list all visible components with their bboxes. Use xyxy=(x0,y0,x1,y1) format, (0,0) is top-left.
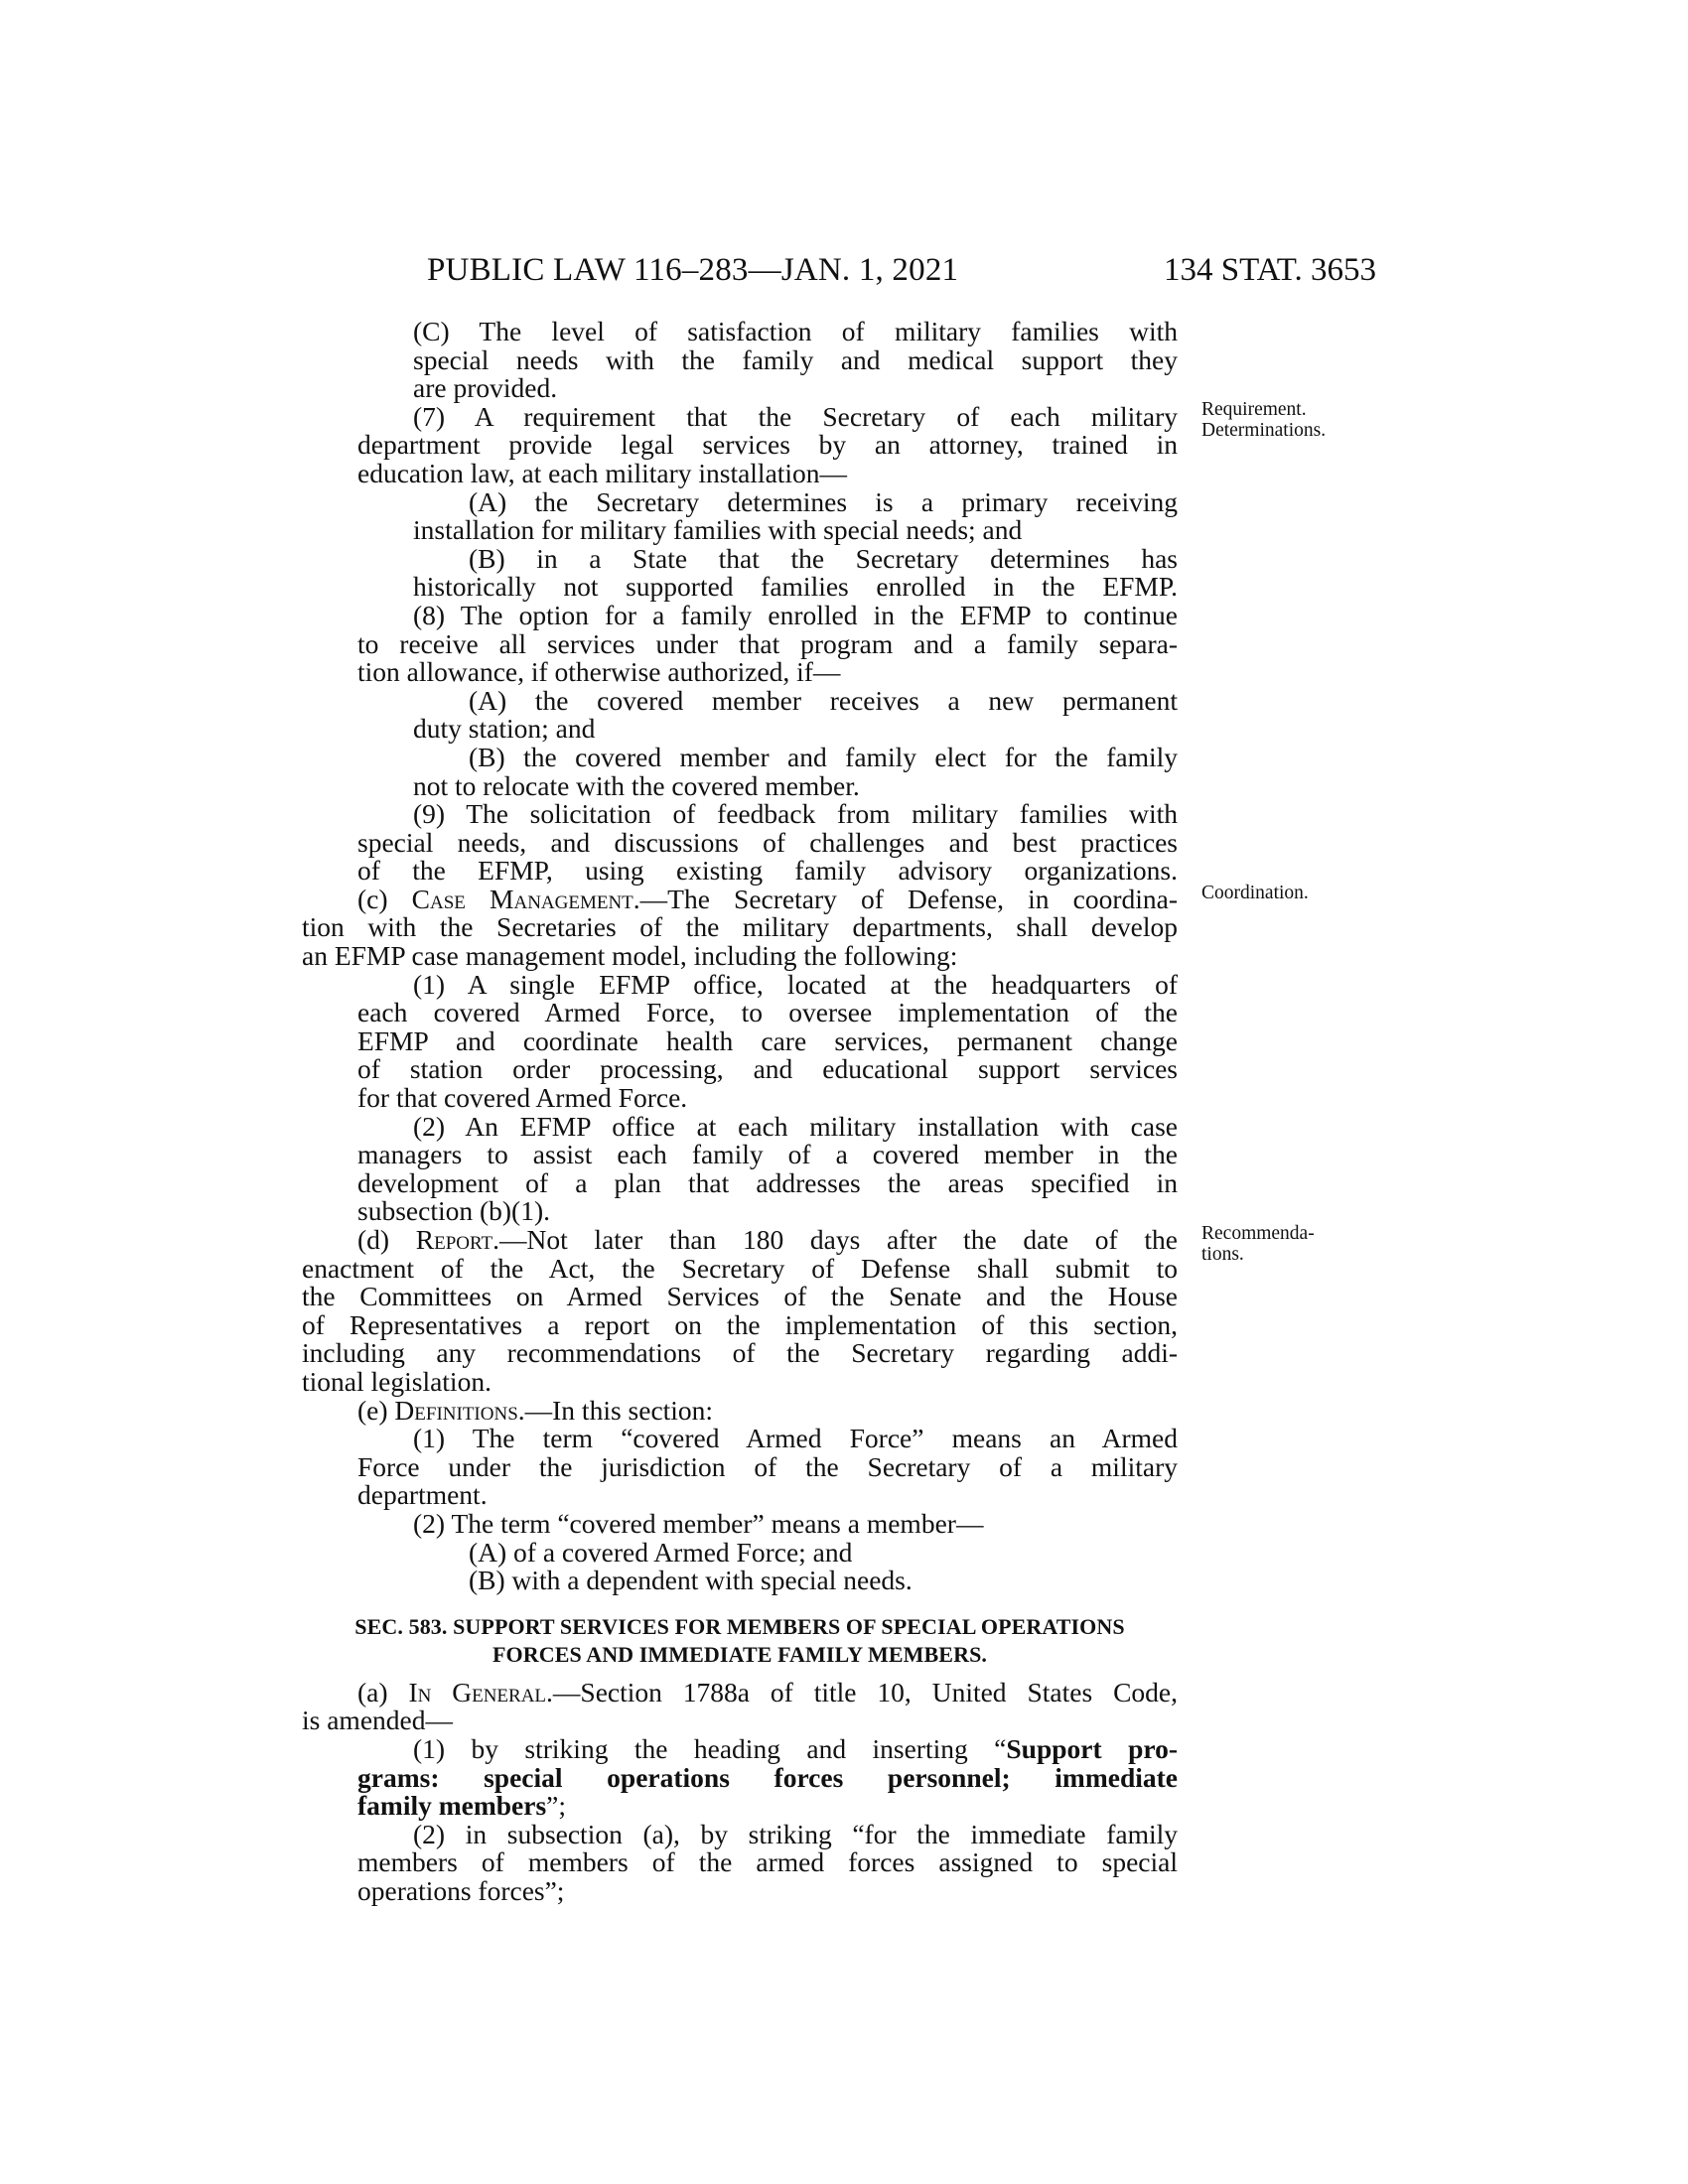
text-line: (9) The solicitation of feedback from military families with xyxy=(413,798,1178,830)
text-line: to receive all services under that program and a family separa- xyxy=(357,627,1178,659)
text-line: grams: special operations forces personnel; immediate xyxy=(357,1761,1178,1793)
text-run: .—The Secretary of Defense, in coordina- xyxy=(633,883,1178,914)
text-line: (B) with a dependent with special needs. xyxy=(469,1565,913,1596)
margin-note-line: Determinations. xyxy=(1201,420,1327,441)
text-line: (8) The option for a family enrolled in the EFMP to continue xyxy=(413,599,1178,630)
text-line: members of members of the armed forces assigned to special xyxy=(357,1846,1178,1878)
bold-heading-run: family members xyxy=(357,1790,547,1822)
subsection-label: (a) xyxy=(357,1676,409,1707)
section-heading xyxy=(302,1613,1178,1669)
text-line: (7) A requirement that the Secretary of each military xyxy=(413,400,1178,432)
statute-body xyxy=(302,318,1178,1905)
text-line: are provided. xyxy=(413,372,558,404)
margin-note-requirement xyxy=(1201,399,1370,441)
text-line: special needs, and discussions of challenges and best practices xyxy=(357,826,1178,858)
text-line xyxy=(302,1792,1178,1821)
subsection-caption: Case Management xyxy=(411,883,633,914)
text-line: education law, at each military installation— xyxy=(357,457,848,488)
text-line: of station order processing, and educational support services xyxy=(357,1053,1178,1085)
subsection-caption: In General xyxy=(408,1676,547,1707)
header-stat-page: 134 STAT. 3653 xyxy=(1163,252,1376,288)
subsection-caption: Definitions xyxy=(394,1394,518,1426)
text-line: each covered Armed Force, to oversee implementation of the xyxy=(357,997,1178,1028)
text-line: for that covered Armed Force. xyxy=(357,1082,688,1114)
text-run: (1) by striking the heading and inserting “ xyxy=(413,1732,1007,1764)
text-line: (A) the Secretary determines is a primary receiving xyxy=(469,485,1178,517)
running-header xyxy=(427,252,1376,292)
text-run: ”; xyxy=(546,1790,567,1822)
bold-heading-run: Support pro- xyxy=(1006,1732,1178,1764)
margin-note-line: tions. xyxy=(1201,1244,1244,1265)
text-line: special needs with the family and medical support they xyxy=(413,343,1178,375)
text-line: department. xyxy=(357,1479,488,1511)
margin-note-recommendations xyxy=(1201,1223,1370,1265)
text-line: historically not supported families enrolled in the EFMP. xyxy=(413,571,1178,603)
text-run: .—Section 1788a of title 10, United States Code, xyxy=(546,1676,1178,1707)
subsection-label: (c) xyxy=(357,883,412,914)
text-line: (C) The level of satisfaction of military families with xyxy=(413,316,1178,346)
subsection-label: (e) xyxy=(357,1394,395,1426)
text-line: including any recommendations of the Secretary regarding addi- xyxy=(302,1337,1178,1369)
subsection-d-heading-line xyxy=(302,1226,1178,1255)
text-line: operations forces”; xyxy=(357,1874,565,1906)
text-line: Force under the jurisdiction of the Secretary of a military xyxy=(357,1450,1178,1482)
subsection-a-heading-line xyxy=(302,1676,1178,1707)
text-line: (1) The term “covered Armed Force” means an Armed xyxy=(413,1423,1178,1454)
text-line: tion with the Secretaries of the military departments, shall develop xyxy=(302,911,1178,943)
text-line: tion allowance, if otherwise authorized, if— xyxy=(357,656,841,688)
text-line: (B) in a State that the Secretary determines has xyxy=(469,542,1178,574)
text-line xyxy=(302,1732,1178,1764)
subsection-e-heading-line xyxy=(302,1394,1178,1426)
header-public-law: PUBLIC LAW 116–283—JAN. 1, 2021 xyxy=(427,252,959,288)
text-line: not to relocate with the covered member. xyxy=(413,769,860,801)
text-line: (2) in subsection (a), by striking “for the immediate family xyxy=(413,1818,1178,1849)
text-line: of the EFMP, using existing family advisory organizations. xyxy=(357,855,1178,887)
text-line: (A) of a covered Armed Force; and xyxy=(469,1536,853,1568)
text-line: is amended— xyxy=(302,1705,453,1736)
text-line: (1) A single EFMP office, located at the headquarters of xyxy=(413,968,1178,1000)
text-run: .—Not later than 180 days after the date of the xyxy=(492,1224,1178,1255)
text-line: (2) The term “covered member” means a member— xyxy=(413,1507,984,1539)
text-line: an EFMP case management model, including the following: xyxy=(302,940,958,972)
text-line: tional legislation. xyxy=(302,1365,492,1397)
margin-note-coordination xyxy=(1201,883,1370,903)
text-line: enactment of the Act, the Secretary of Defense shall submit to xyxy=(302,1252,1178,1284)
text-line: installation for military families with special needs; and xyxy=(413,514,1023,546)
text-line: EFMP and coordinate health care services, permanent change xyxy=(357,1024,1178,1056)
text-line: department provide legal services by an attorney, trained in xyxy=(357,429,1178,461)
margin-note-line: Recommenda- xyxy=(1201,1223,1315,1244)
text-line: subsection (b)(1). xyxy=(357,1195,550,1227)
text-line: duty station; and xyxy=(413,713,596,745)
text-line: of Representatives a report on the implementation of this section, xyxy=(302,1308,1178,1340)
margin-note-line: Requirement. xyxy=(1201,399,1307,420)
subsection-c-heading-line xyxy=(302,883,1178,914)
text-line: (B) the covered member and family elect for the family xyxy=(469,741,1178,772)
text-run: .—In this section: xyxy=(517,1394,714,1426)
text-line: development of a plan that addresses the areas specified in xyxy=(357,1166,1178,1198)
text-line: the Committees on Armed Services of the Senate and the House xyxy=(302,1281,1178,1312)
subsection-label: (d) xyxy=(357,1224,416,1255)
section-heading-line: SEC. 583. SUPPORT SERVICES FOR MEMBERS OF SPECIAL OPERATIONS xyxy=(354,1613,1125,1639)
text-line: (A) the covered member receives a new permanent xyxy=(469,684,1178,716)
section-heading-line: FORCES AND IMMEDIATE FAMILY MEMBERS. xyxy=(492,1641,988,1667)
margin-note-line: Coordination. xyxy=(1201,883,1309,903)
subsection-caption: Report xyxy=(415,1224,493,1255)
text-line: managers to assist each family of a covered member in the xyxy=(357,1139,1178,1170)
text-line: (2) An EFMP office at each military installation with case xyxy=(413,1110,1178,1142)
